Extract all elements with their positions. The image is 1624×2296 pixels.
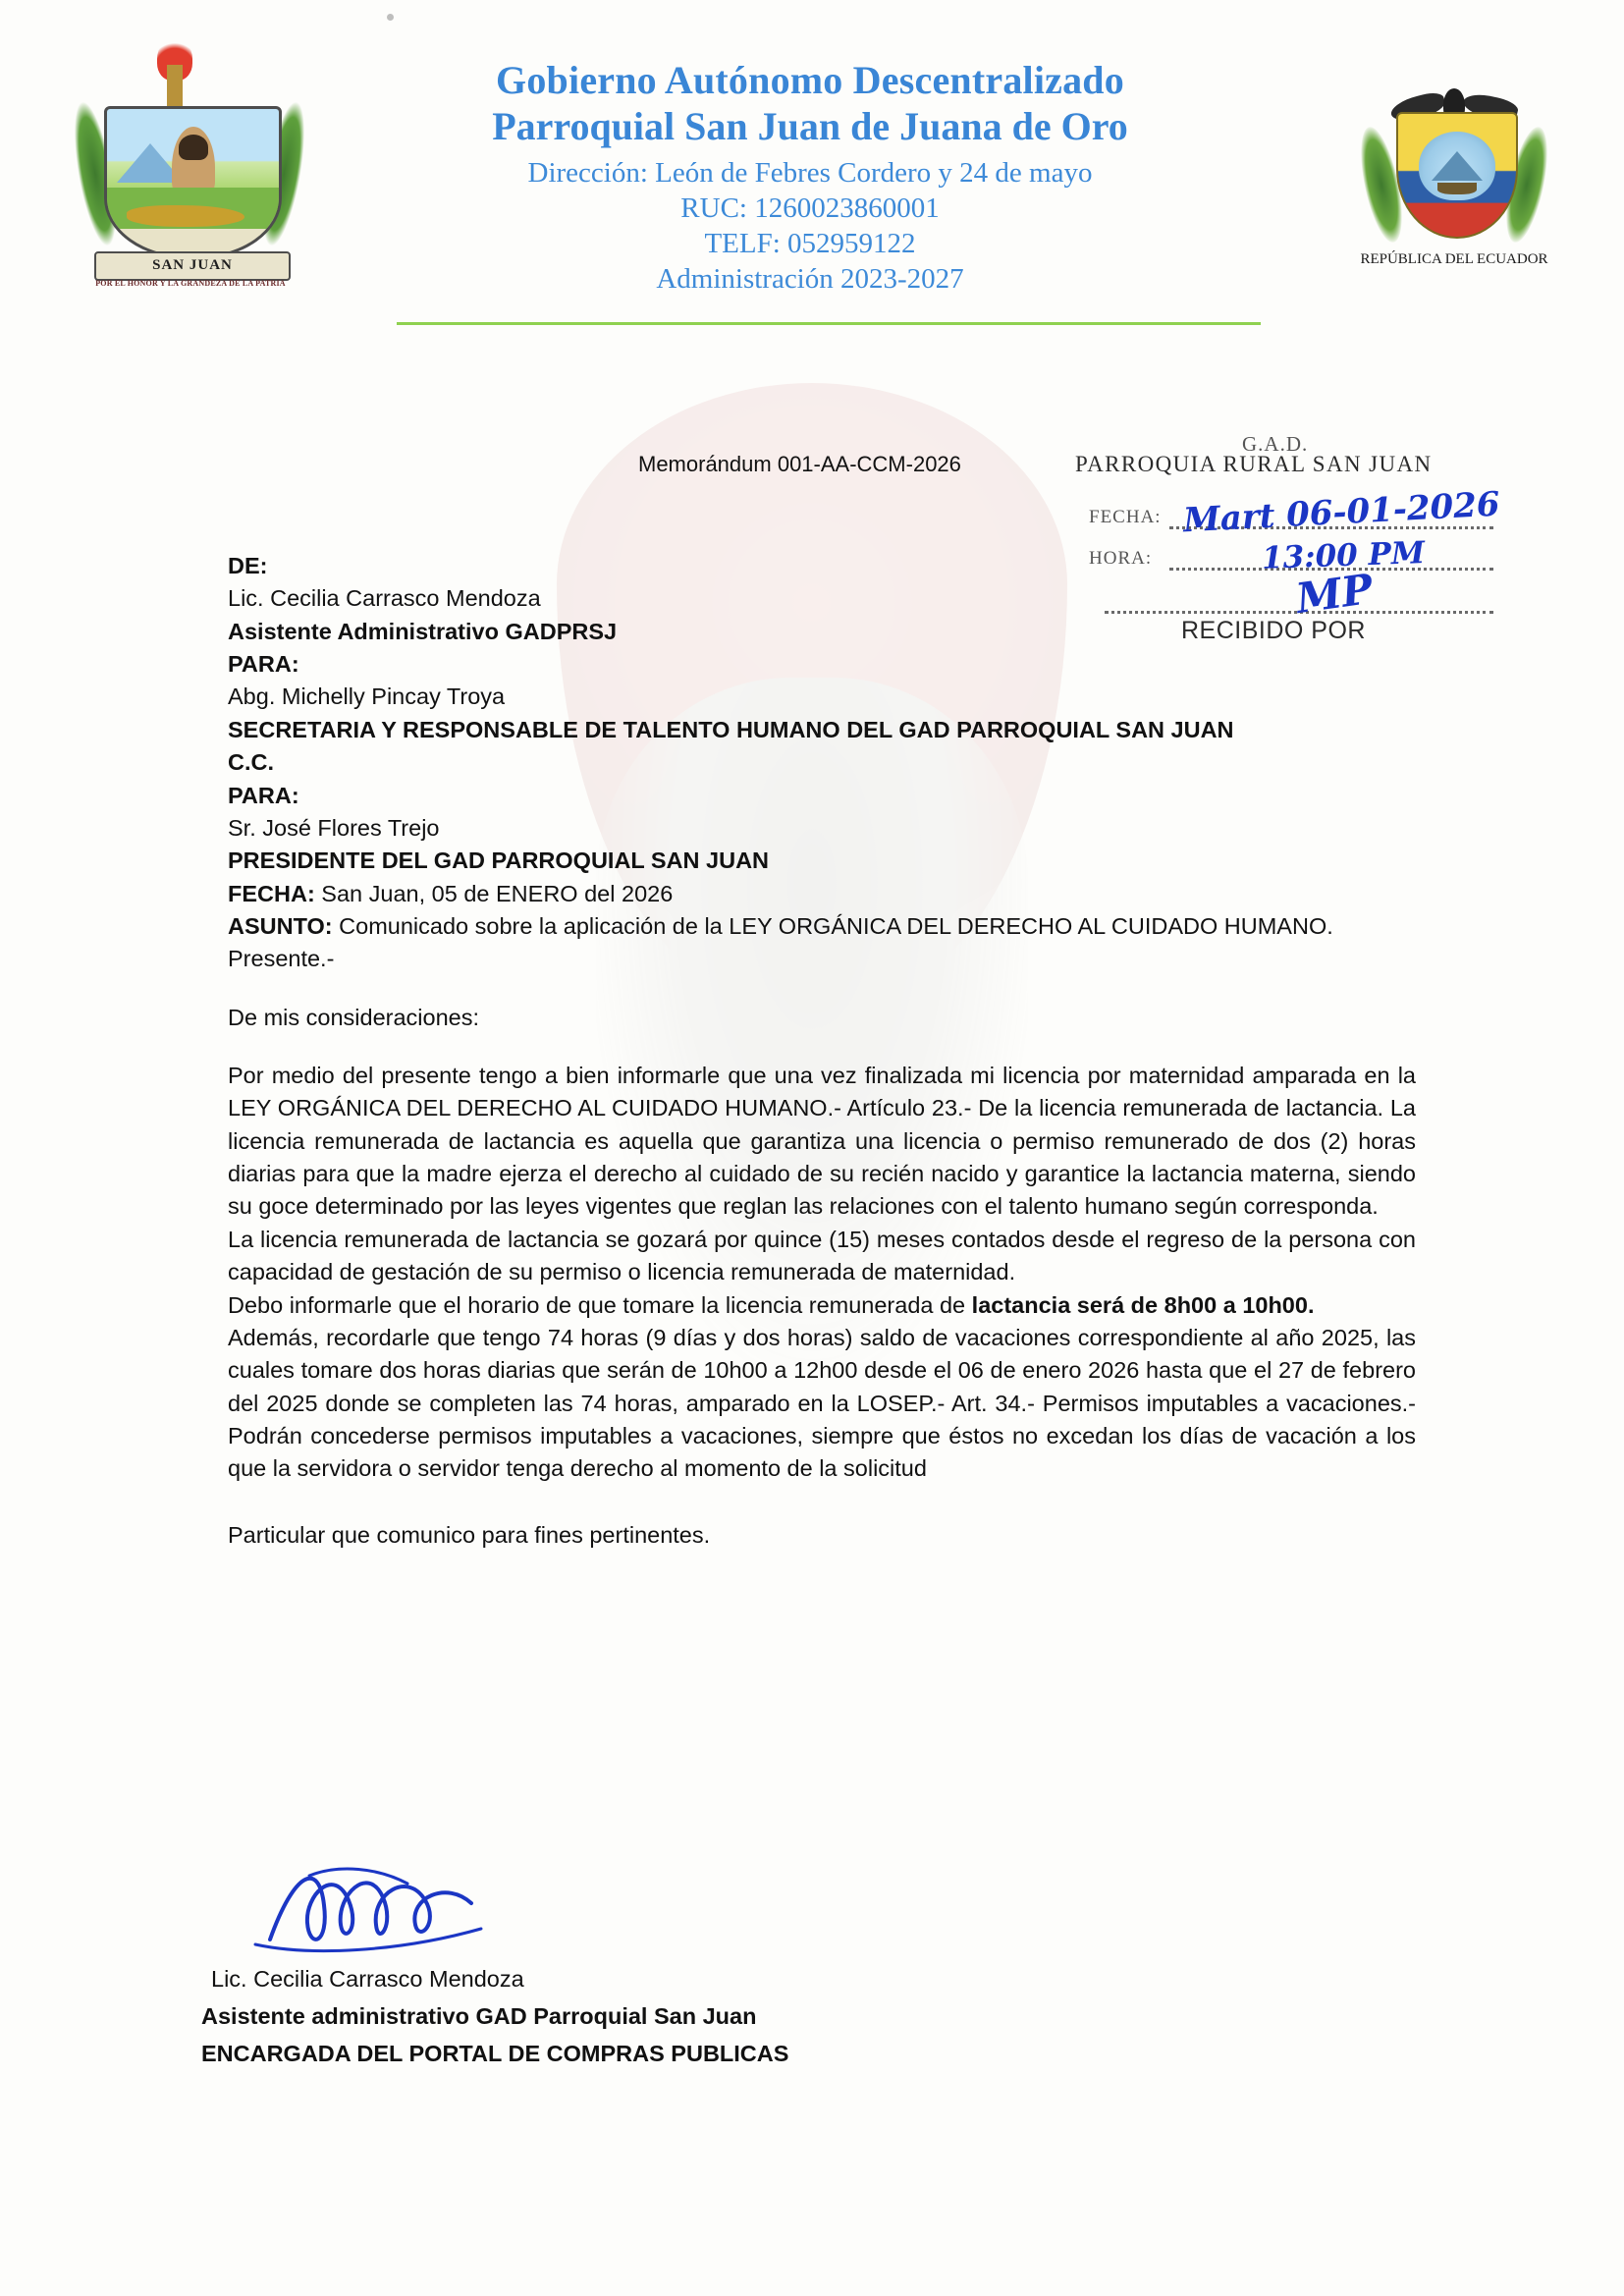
handwritten-stamp-signature: MP — [1292, 564, 1377, 624]
letter-date — [228, 878, 1416, 910]
header-title-line2: Parroquial San Juan de Juana de Oro — [492, 103, 1128, 148]
ecuador-seal-caption: REPÚBLICA DEL ECUADOR — [1360, 251, 1548, 267]
header-divider — [397, 322, 1261, 325]
letter-presente: Presente.- — [228, 946, 335, 972]
to-label-2: PARA: — [228, 782, 299, 808]
seal-motto: POR EL HONOR Y LA GRANDEZA DE LA PATRIA — [95, 279, 286, 288]
signature-name: Lic. Cecilia Carrasco Mendoza — [211, 1966, 524, 1992]
letter-subject — [228, 910, 1416, 943]
to-name-1: Abg. Michelly Pincay Troya — [228, 683, 506, 710]
letter-paragraph-3-pre: Debo informarle que el horario de que tomare la licencia remunerada de — [228, 1291, 972, 1318]
letter-date-label: FECHA: — [228, 880, 315, 906]
to-role-1: SECRETARIA Y RESPONSABLE DE TALENTO HUMANO DEL GAD PARROQUIAL SAN JUAN — [228, 716, 1234, 742]
letter-paragraph-1: Por medio del presente tengo a bien informarle que una vez finalizada mi licencia por maternidad amparada en la LEY ORGÁNICA DEL DERECHO AL CUIDADO HUMANO.- Artículo 23.- De la licencia remunerada de lactancia. La licencia remunerada de lactancia es aquella que garantiza una licencia o permiso remunerado de dos (2) horas diarias para que la madre ejerza el derecho al cuidado de su recién nacido y garantice la lactancia materna, siendo su goce determinado por las leyes vigentes que reglan las relaciones con el talento humano según corresponda. — [228, 1063, 1416, 1220]
cc-label: C.C. — [228, 749, 274, 776]
from-name: Lic. Cecilia Carrasco Mendoza — [228, 585, 541, 612]
header-text-block — [324, 59, 1296, 298]
stamp-received-by-label: RECIBIDO POR — [1181, 617, 1366, 644]
letter-date-value: San Juan, 05 de ENERO del 2026 — [314, 880, 674, 906]
memo-number: Memorándum 001-AA-CCM-2026 — [638, 452, 961, 476]
steamboat-icon — [1437, 183, 1477, 194]
ecuador-shield — [1396, 112, 1518, 239]
stamp-date-label: FECHA: — [1089, 507, 1162, 527]
seal-banner: SAN JUAN — [94, 251, 291, 281]
handwritten-date: Mart 06-01-2026 — [1182, 484, 1501, 541]
letter-subject-label: ASUNTO: — [228, 912, 333, 939]
letter-paragraph-3 — [228, 1289, 1416, 1322]
stamp-line2: PARROQUIA RURAL SAN JUAN — [1075, 452, 1433, 476]
letter-subject-value: Comunicado sobre la aplicación de la LEY ORGÁNICA DEL DERECHO AL CUIDADO HUMANO. — [332, 912, 1333, 939]
handwritten-signature-icon — [250, 1846, 506, 1964]
header-title-line1: Gobierno Autónomo Descentralizado — [496, 58, 1124, 102]
header-phone: TELF: 052959122 — [704, 228, 916, 260]
to-name-2: Sr. José Flores Trejo — [228, 814, 440, 841]
letter-body — [228, 550, 1416, 1552]
chimborazo-icon — [1432, 151, 1483, 181]
header-address: Dirección: León de Febres Cordero y 24 de mayo — [527, 156, 1093, 189]
to-role-2: PRESIDENTE DEL GAD PARROQUIAL SAN JUAN — [228, 847, 770, 874]
letter-paragraph-4: Además, recordarle que tengo 74 horas (9 días y dos horas) saldo de vacaciones correspondiente al año 2025, las cuales tomare dos horas diarias que serán de 10h00 a 12h00 desde el 06 de enero 2026 hasta que el 27 de febrero del 2025 donde se completen las 74 horas, amparado en la LOSEP.- Art. 34.- Permisos imputables a vacaciones.- Podrán concederse permisos imputables a vacaciones, siempre que éstos no excedan los días de vacación a los que la servidora o servidor tenga derecho al momento de la solicitud — [228, 1324, 1416, 1482]
signature-role-2: ENCARGADA DEL PORTAL DE COMPRAS PUBLICAS — [201, 2041, 789, 2066]
from-label: DE: — [228, 553, 268, 578]
stamp-time-label: HORA: — [1089, 548, 1153, 569]
header-ruc: RUC: 1260023860001 — [680, 191, 940, 224]
signature-role-1: Asistente administrativo GAD Parroquial San Juan — [201, 2003, 757, 2029]
stamp-line1: G.A.D. — [1242, 432, 1309, 456]
letter-paragraph-3-bold: lactancia será de 8h00 a 10h00. — [971, 1291, 1315, 1318]
letter-closing: Particular que comunico para fines pertinentes. — [228, 1521, 711, 1548]
ecuador-coat-of-arms-icon — [1361, 79, 1547, 290]
letter-greeting: De mis consideraciones: — [228, 1004, 479, 1030]
to-label-1: PARA: — [228, 651, 299, 678]
handwritten-time: 13:00 PM — [1261, 535, 1426, 576]
from-role: Asistente Administrativo GADPRSJ — [228, 618, 618, 644]
letter-paragraph-2: La licencia remunerada de lactancia se gozará por quince (15) meses contados desde el regreso de la persona con capacidad de gestación de su permiso o licencia remunerada de maternidad. — [228, 1226, 1416, 1285]
header-administration: Administración 2023-2027 — [656, 263, 964, 296]
scan-speck — [387, 14, 394, 21]
